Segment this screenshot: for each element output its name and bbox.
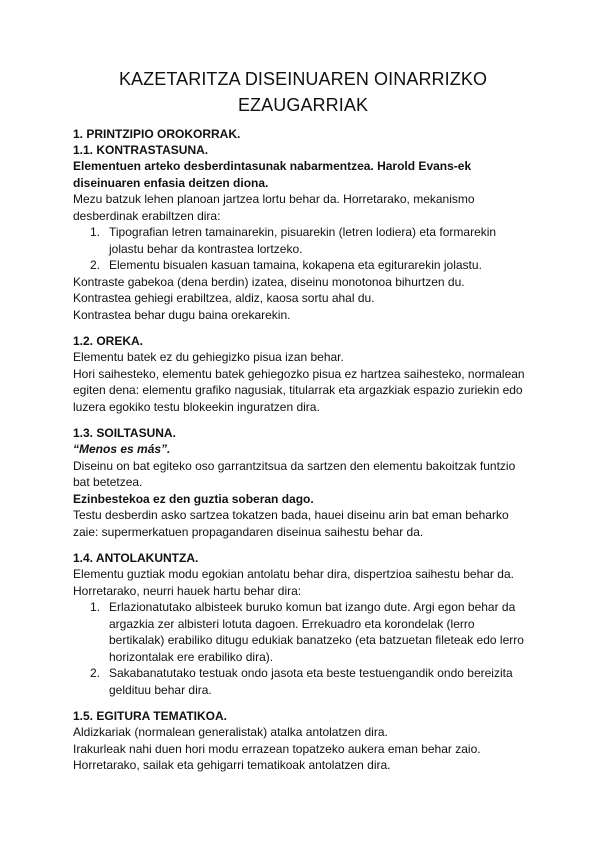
section-1-3-quote: “Menos es más”. xyxy=(73,442,171,456)
section-1-1-paragraph: Kontraste gabekoa (dena berdin) izatea, diseinu monotonoa bihurtzen du. xyxy=(73,274,465,289)
document-page xyxy=(73,66,533,774)
section-1-3-bold: Ezinbestekoa ez den guztia soberan dago. xyxy=(73,491,314,506)
section-1-5-paragraph: Aldizkariak (normalean generalistak) atalka antolatzen dira. xyxy=(73,725,388,739)
section-1-heading: 1. PRINTZIPIO OROKORRAK. xyxy=(73,127,241,141)
document-title: KAZETARITZA DISEINUAREN OINARRIZKO EZAUGARRIAK xyxy=(118,69,488,115)
section-1-3-paragraph: Diseinu on bat egiteko oso garrantzitsua da sartzen den elementu bakoitzak funtzio bat betetzea. xyxy=(73,458,516,489)
section-1-5-heading: 1.5. EGITURA TEMATIKOA. xyxy=(73,709,228,723)
section-1-2-heading: 1.2. OREKA. xyxy=(73,334,144,348)
section-1-1-paragraph: Kontrastea gehiegi erabiltzea, aldiz, kaosa sortu ahal du. xyxy=(73,291,375,305)
section-1-5-paragraph: Horretarako, sailak eta gehigarri tematikoak antolatzen dira. xyxy=(73,758,391,772)
list-item: 1. Tipografian letren tamainarekin, pisuarekin (letren lodiera) eta formarekin jolastu behar da kontrastea lortzeko. xyxy=(90,225,497,256)
section-1-2-paragraph: Elementu batek ez du gehiegizko pisua izan behar. xyxy=(73,350,344,364)
section-1-1-intro: Elementuen arteko desberdintasunak nabarmentzea. Harold Evans-ek diseinuaren enfasia deitzen diona. xyxy=(73,159,472,190)
section-1-1-list xyxy=(73,224,533,274)
section-1-4-paragraph: Elementu guztiak modu egokian antolatu behar dira, dispertzioa saihestu behar da. Horretarako, neurri hauek hartu behar dira: xyxy=(73,567,514,598)
list-item: 2. Elementu bisualen kasuan tamaina, kokapena eta egiturarekin jolastu. xyxy=(90,258,482,272)
section-1-2-paragraph: Hori saihesteko, elementu batek gehiegozko pisua ez hartzea saihesteko, normalean egiten dena: elementu grafiko nagusiak, titularrak eta argazkiak espazio zuriekin edo luzera egokiko testu blokeekin inguratzen dira. xyxy=(73,366,525,414)
section-1-1-paragraph: Kontrastea behar dugu baina orekarekin. xyxy=(73,307,291,322)
list-item: 1. Erlazionatutako albisteek buruko komun bat izango dute. Argi egon behar da argazkia zer albisteri lotuta dagoen. Errekuadro eta korondelak (lerro bertikalak) erabiliko ditugu edukiak banatzeko (eta batzuetan fileteak edo lerro horizontalak ere erabiliko dira). xyxy=(90,600,524,664)
list-item: 2. Sakabanatutako testuak ondo jasota eta beste testuengandik ondo bereizita geldituu behar dira. xyxy=(90,666,513,697)
section-1-3-paragraph: Testu desberdin asko sartzea tokatzen bada, hauei diseinu arin bat eman beharko zaie: supermerkatuen propagandaren diseinua saihestu behar da. xyxy=(73,508,509,539)
section-1-4-heading: 1.4. ANTOLAKUNTZA. xyxy=(73,551,199,565)
section-1-1-paragraph: Mezu batzuk lehen planoan jartzea lortu behar da. Horretarako, mekanismo desberdinak erabiltzen dira: xyxy=(73,192,475,223)
section-1-5-paragraph: Irakurleak nahi duen hori modu errazean topatzeko aukera eman behar zaio. xyxy=(73,741,481,756)
section-1-1-heading: 1.1. KONTRASTASUNA. xyxy=(73,143,209,157)
section-1-4-list xyxy=(73,599,533,698)
section-1-3-heading: 1.3. SOILTASUNA. xyxy=(73,426,176,440)
